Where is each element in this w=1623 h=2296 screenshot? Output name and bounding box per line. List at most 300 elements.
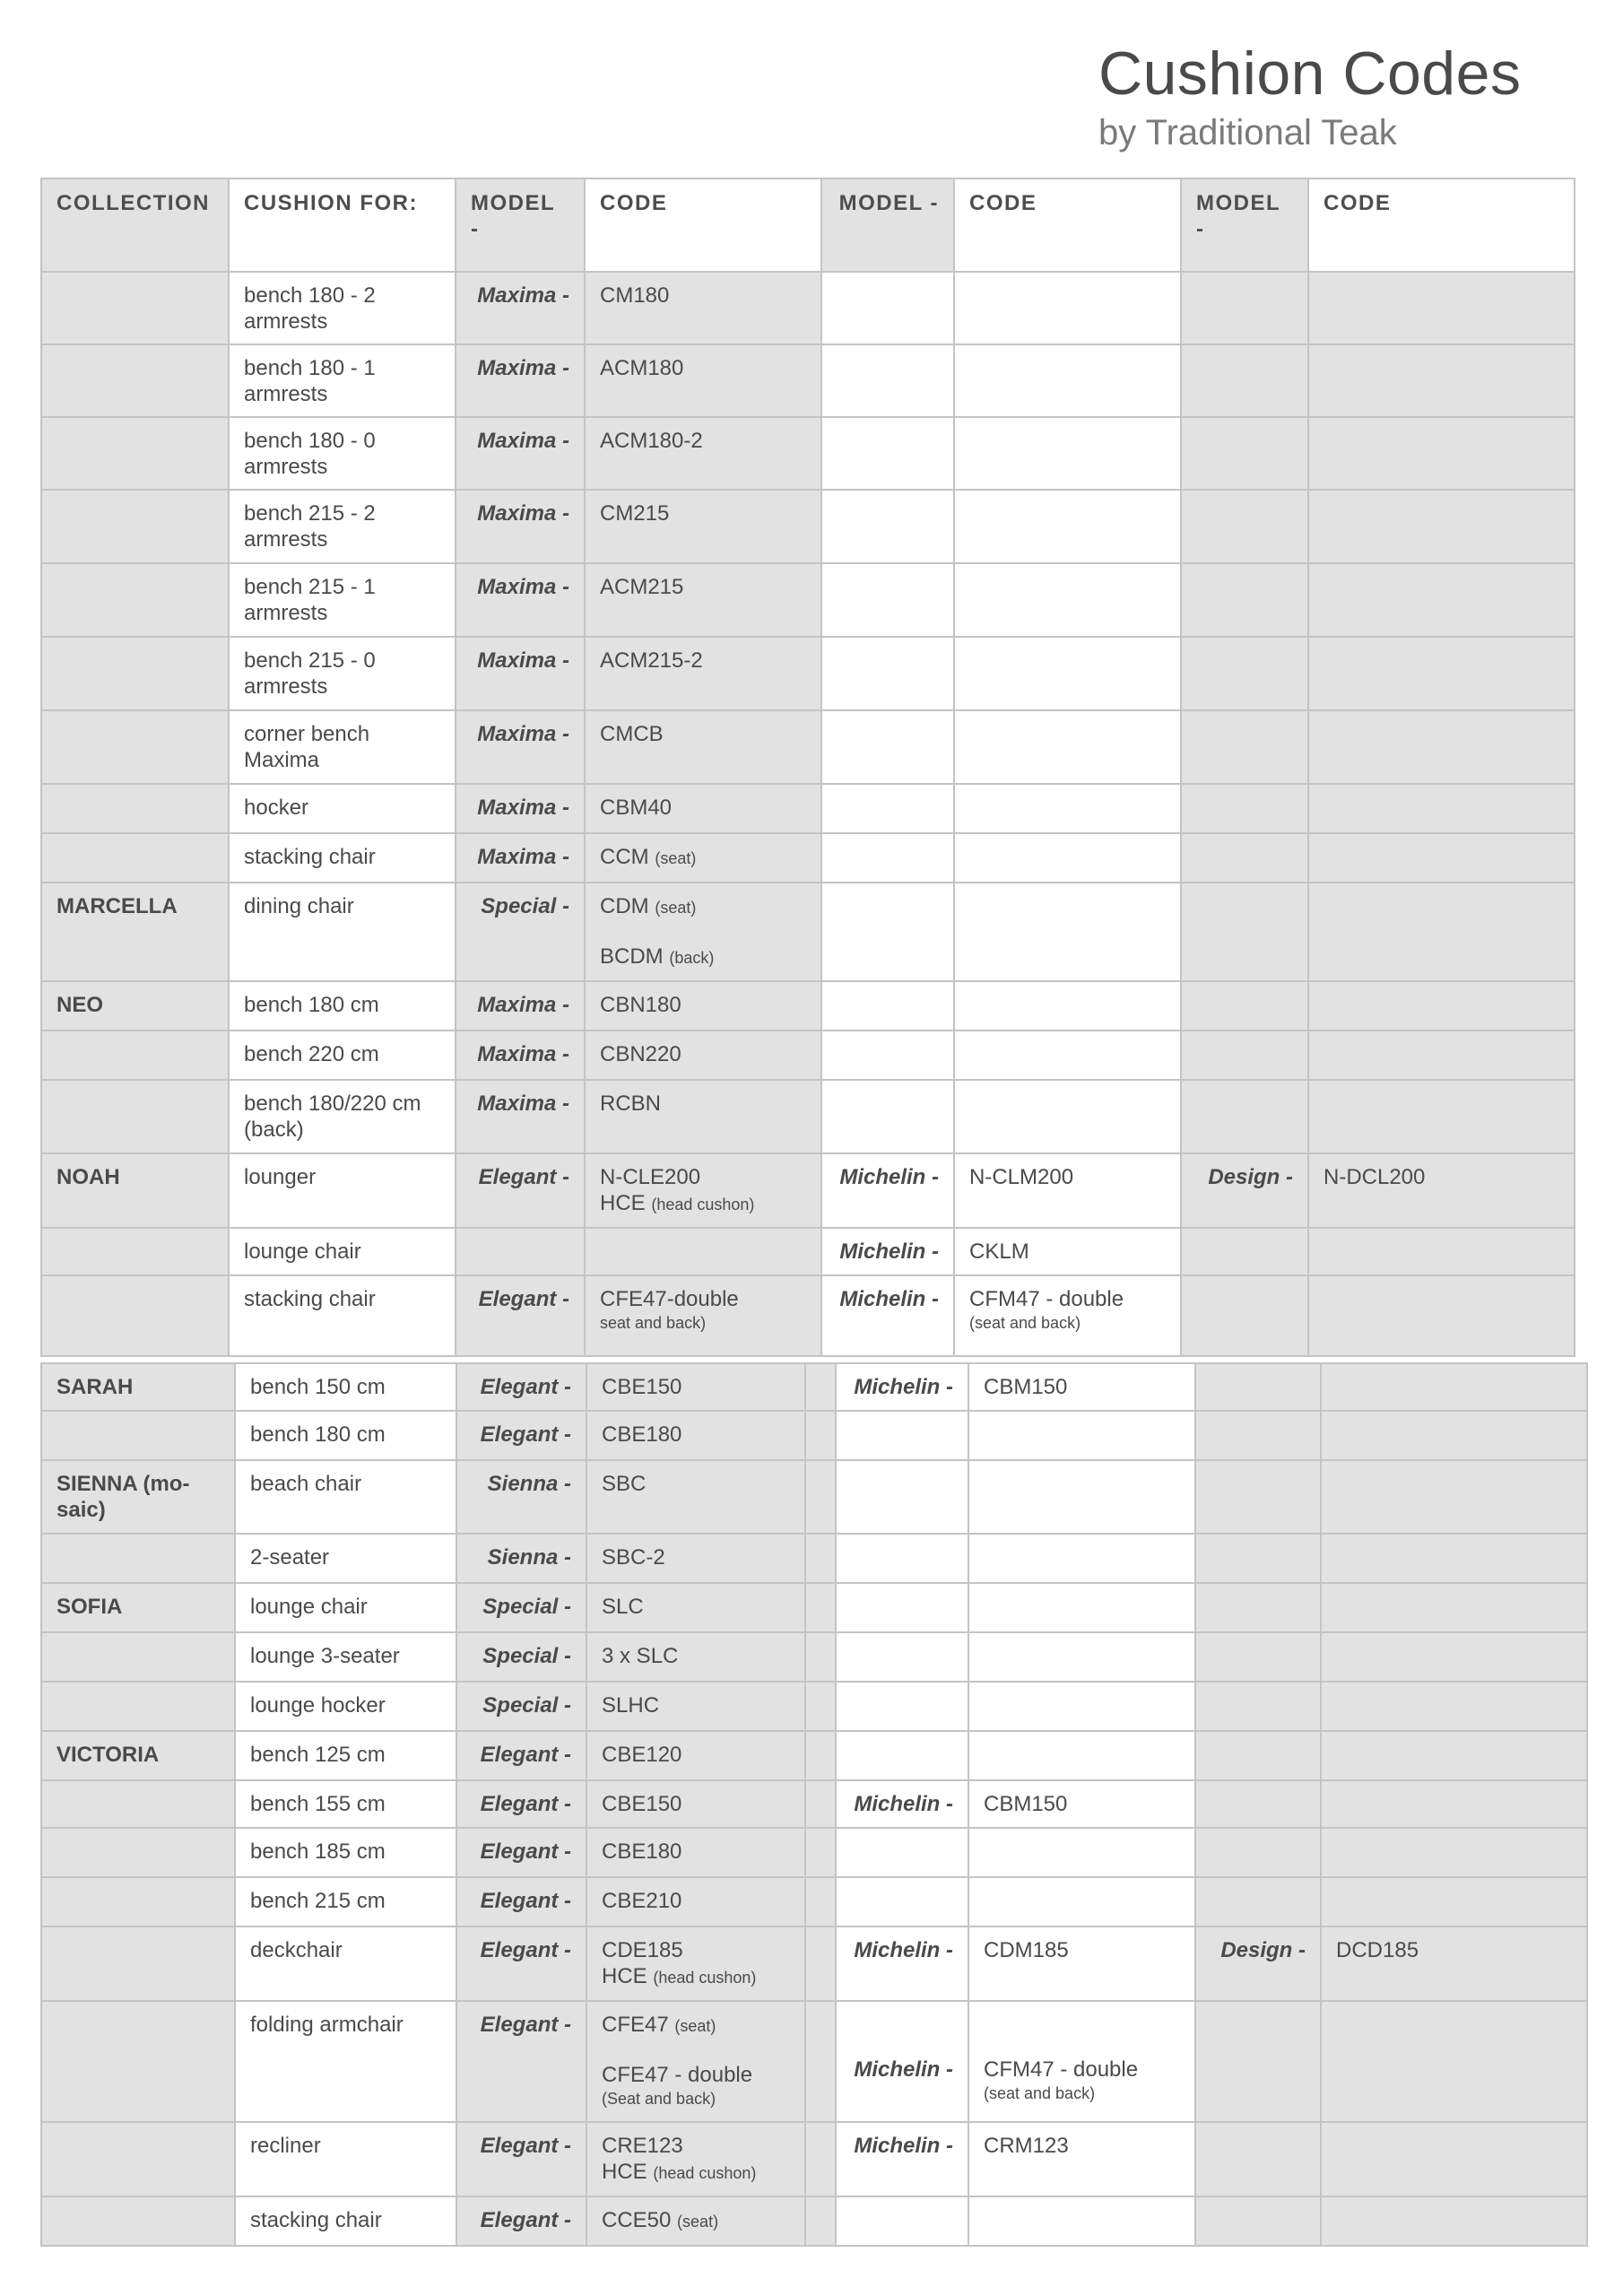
model-2-cell — [821, 1228, 954, 1275]
code-3-cell — [1321, 2122, 1587, 2196]
collection-cell — [41, 981, 229, 1031]
model-2-cell — [836, 1828, 968, 1877]
spacer — [984, 2012, 1180, 2034]
code-1-cell — [586, 1632, 805, 1682]
cushion-for-cell — [235, 2122, 456, 2196]
model-name: Michelin - — [854, 1375, 953, 1399]
code-value: CM215 — [600, 501, 670, 526]
cushion-for-cell — [229, 1153, 456, 1228]
code-2-cell — [954, 1153, 1181, 1228]
spacer-cell — [805, 1534, 836, 1583]
cushion-for: bench 155 cm — [250, 1792, 386, 1816]
model-3-cell — [1195, 1828, 1321, 1877]
table-row — [41, 1153, 1575, 1228]
code-3-cell — [1308, 1080, 1575, 1153]
model-1-cell — [456, 1828, 586, 1877]
model-2-cell — [836, 1731, 968, 1780]
code-value: CBN220 — [600, 1042, 681, 1066]
cushion-for-cell — [229, 883, 456, 981]
code-1-cell — [586, 1926, 805, 2001]
code-value: CRM123 — [984, 2134, 1069, 2158]
code-value: CBM150 — [984, 1375, 1068, 1399]
code-3-cell — [1308, 344, 1575, 417]
code-value: DCD185 — [1336, 1938, 1419, 1962]
model-name: Special - — [482, 1693, 571, 1718]
spacer-cell — [805, 1460, 836, 1534]
model-name: Maxima - — [477, 1042, 569, 1066]
model-2-cell — [821, 1275, 954, 1356]
spacer — [851, 2034, 953, 2057]
model-2-cell — [836, 1926, 968, 2001]
cushion-for: stacking chair — [244, 1287, 376, 1311]
collection-cell — [41, 1460, 235, 1534]
code-value: CCM — [600, 845, 649, 869]
model-name: Maxima - — [477, 993, 569, 1017]
collection-cell — [41, 1731, 235, 1780]
spacer-cell — [805, 1731, 836, 1780]
model-name: Michelin - — [839, 1287, 939, 1311]
model-3-cell — [1195, 1877, 1321, 1926]
code-2-cell — [968, 1877, 1195, 1926]
model-name: Special - — [482, 1644, 571, 1668]
cushion-for: bench 185 cm — [250, 1839, 386, 1864]
model-3-cell — [1195, 1926, 1321, 2001]
code-2-cell — [954, 784, 1181, 833]
code-3-cell — [1308, 981, 1575, 1031]
code-value: CDM — [600, 894, 649, 918]
model-name: Elegant - — [480, 1792, 571, 1816]
code-subnote: (Seat and back) — [602, 2090, 716, 2108]
code-3-cell — [1308, 1153, 1575, 1228]
code-3-cell — [1321, 1460, 1587, 1534]
cushion-for: bench 180 - 2 armrests — [244, 283, 376, 334]
cushion-for: bench 180 cm — [244, 993, 379, 1017]
table-row — [41, 1877, 1587, 1926]
model-1-cell — [456, 1031, 585, 1080]
code-2-cell — [954, 833, 1181, 883]
model-1-cell — [456, 1228, 585, 1275]
model-name: Michelin - — [839, 1165, 939, 1189]
model-name: Special - — [482, 1595, 571, 1619]
cushion-for-cell — [229, 1228, 456, 1275]
code-3-cell — [1308, 833, 1575, 883]
code-3-cell — [1321, 1363, 1587, 1411]
table-row — [41, 1080, 1575, 1153]
table-row — [41, 1632, 1587, 1682]
spacer-cell — [805, 1877, 836, 1926]
model-1-cell — [456, 1731, 586, 1780]
code-2-cell — [968, 1731, 1195, 1780]
code-value: ACM215 — [600, 575, 684, 599]
cushion-table-lower — [40, 1362, 1588, 2247]
header-model-1: MODEL - — [456, 178, 585, 272]
collection-cell — [41, 563, 229, 637]
code-2-cell — [954, 490, 1181, 563]
model-name: Maxima - — [477, 429, 569, 453]
code-2-cell — [954, 1228, 1181, 1275]
model-2-cell — [821, 272, 954, 344]
cushion-for: dining chair — [244, 894, 354, 918]
model-name: Elegant - — [480, 1839, 571, 1864]
header-model-3: MODEL - — [1181, 178, 1308, 272]
code-value: CCE50 — [602, 2208, 672, 2232]
cushion-for-cell — [229, 637, 456, 710]
code-value: SLC — [602, 1595, 644, 1619]
model-name: Michelin - — [854, 2057, 953, 2082]
spacer-cell — [805, 1583, 836, 1632]
model-name: Michelin - — [854, 2134, 953, 2158]
table-row — [41, 2122, 1587, 2196]
spacer — [602, 2039, 790, 2062]
code-3-cell — [1321, 1534, 1587, 1583]
model-name: Elegant - — [480, 1422, 571, 1447]
table-row — [41, 981, 1575, 1031]
collection-cell — [41, 2001, 235, 2122]
code-2-cell — [954, 1080, 1181, 1153]
code-value: CBM40 — [600, 796, 673, 820]
cushion-for: bench 180/220 cm (back) — [244, 1091, 421, 1142]
code-2-cell — [968, 1460, 1195, 1534]
model-name: Maxima - — [477, 845, 569, 869]
table-row — [41, 784, 1575, 833]
collection-cell — [41, 2196, 235, 2246]
code-2-cell — [954, 1275, 1181, 1356]
model-3-cell — [1181, 490, 1308, 563]
cushion-for-cell — [235, 1780, 456, 1828]
cushion-for-cell — [235, 1363, 456, 1411]
model-name: Maxima - — [477, 575, 569, 599]
cushion-for: lounge chair — [250, 1595, 368, 1619]
table-row — [41, 1583, 1587, 1632]
model-name: Elegant - — [480, 2208, 571, 2232]
code-note: (seat) — [677, 2213, 719, 2231]
model-name: Elegant - — [480, 1375, 571, 1399]
model-1-cell — [456, 2001, 586, 2122]
code-3-cell — [1308, 637, 1575, 710]
cushion-for-cell — [235, 1682, 456, 1731]
model-name: Michelin - — [854, 1938, 953, 1962]
collection-cell — [41, 1228, 229, 1275]
cushion-for-cell — [235, 2001, 456, 2122]
model-name: Design - — [1208, 1165, 1293, 1189]
cushion-for-cell — [235, 1411, 456, 1460]
collection-cell — [41, 1583, 235, 1632]
model-1-cell — [456, 272, 585, 344]
code-1-cell — [586, 2001, 805, 2122]
table-row — [41, 833, 1575, 883]
page-subtitle: by Traditional Teak — [1098, 113, 1397, 152]
model-name: Elegant - — [478, 1165, 569, 1189]
code-subnote: (seat and back) — [984, 2084, 1096, 2102]
code-1-cell — [586, 1682, 805, 1731]
model-2-cell — [821, 417, 954, 490]
cushion-for-cell — [229, 563, 456, 637]
code-1-cell — [585, 1031, 821, 1080]
code-2-cell — [968, 1632, 1195, 1682]
spacer-cell — [805, 1926, 836, 2001]
code-3-cell — [1308, 1275, 1575, 1356]
code-subnote: seat and back) — [600, 1314, 707, 1332]
model-3-cell — [1181, 1153, 1308, 1228]
code-1-cell — [586, 2122, 805, 2196]
model-3-cell — [1181, 833, 1308, 883]
collection-cell — [41, 1080, 229, 1153]
code-1-cell — [585, 637, 821, 710]
code-value: CKLM — [969, 1239, 1029, 1264]
table-row — [41, 1275, 1575, 1356]
model-1-cell — [456, 1926, 586, 2001]
code-value: SLHC — [602, 1693, 660, 1718]
spacer-cell — [805, 2122, 836, 2196]
model-3-cell — [1181, 710, 1308, 784]
code-1-cell — [585, 563, 821, 637]
model-1-cell — [456, 1534, 586, 1583]
table-row — [41, 1228, 1575, 1275]
code-value: CBE180 — [602, 1422, 682, 1447]
model-2-cell — [836, 1363, 968, 1411]
model-1-cell — [456, 1460, 586, 1534]
code-1-cell — [585, 490, 821, 563]
code-value: CDE185 — [602, 1938, 683, 1962]
collection-name: SOFIA — [56, 1595, 123, 1619]
code-note: (seat) — [674, 2017, 716, 2035]
code-1-cell — [585, 1080, 821, 1153]
code-2-cell — [954, 637, 1181, 710]
collection-name: NOAH — [56, 1165, 120, 1189]
code-value: N-CLE200 — [600, 1165, 701, 1189]
model-2-cell — [836, 2122, 968, 2196]
model-2-cell — [821, 1031, 954, 1080]
table-row — [41, 490, 1575, 563]
table-row — [41, 563, 1575, 637]
model-2-cell — [836, 1583, 968, 1632]
model-1-cell — [456, 2122, 586, 2196]
table-row — [41, 1534, 1587, 1583]
model-name: Design - — [1220, 1938, 1306, 1962]
model-3-cell — [1181, 563, 1308, 637]
code-1-cell — [586, 2196, 805, 2246]
collection-cell — [41, 784, 229, 833]
table-row — [41, 637, 1575, 710]
collection-cell — [41, 637, 229, 710]
model-3-cell — [1181, 883, 1308, 981]
model-name: Maxima - — [477, 722, 569, 746]
collection-cell — [41, 1275, 229, 1356]
model-1-cell — [456, 883, 585, 981]
model-3-cell — [1181, 784, 1308, 833]
code-3-cell — [1308, 1031, 1575, 1080]
model-3-cell — [1195, 2122, 1321, 2196]
cushion-for-cell — [229, 833, 456, 883]
model-3-cell — [1181, 272, 1308, 344]
code-value: CFE47-double — [600, 1287, 739, 1311]
code-value: CBE120 — [602, 1743, 682, 1767]
model-2-cell — [836, 1780, 968, 1828]
code-value: SBC-2 — [602, 1545, 665, 1570]
code-2-cell — [968, 1583, 1195, 1632]
code-1-cell — [585, 1275, 821, 1356]
code-1-cell — [586, 1780, 805, 1828]
collection-cell — [41, 1926, 235, 2001]
code-1-cell — [585, 344, 821, 417]
spacer-cell — [805, 1682, 836, 1731]
model-3-cell — [1195, 1363, 1321, 1411]
model-name: Maxima - — [477, 501, 569, 526]
code-1-cell — [585, 784, 821, 833]
code-value: N-CLM200 — [969, 1165, 1074, 1189]
cushion-table-upper — [40, 178, 1575, 1357]
model-3-cell — [1181, 1228, 1308, 1275]
collection-cell — [41, 344, 229, 417]
code-value: ACM180-2 — [600, 429, 703, 453]
cushion-for: bench 180 cm — [250, 1422, 386, 1447]
code-3-cell — [1321, 1877, 1587, 1926]
cushion-for-cell — [229, 784, 456, 833]
header-cushion-for: CUSHION FOR: — [229, 178, 456, 272]
table-row — [41, 1828, 1587, 1877]
cushion-for-cell — [229, 981, 456, 1031]
model-name: Maxima - — [477, 648, 569, 673]
header-row — [41, 178, 1575, 272]
model-1-cell — [456, 1275, 585, 1356]
model-1-cell — [456, 833, 585, 883]
code-value: 3 x SLC — [602, 1644, 679, 1668]
cushion-for: lounge hocker — [250, 1693, 386, 1718]
model-3-cell — [1181, 981, 1308, 1031]
model-1-cell — [456, 417, 585, 490]
model-3-cell — [1195, 1583, 1321, 1632]
code-3-cell — [1321, 1411, 1587, 1460]
table-row — [41, 1926, 1587, 2001]
code-subnote: (seat and back) — [969, 1314, 1081, 1332]
cushion-for: hocker — [244, 796, 309, 820]
cushion-for-cell — [235, 1534, 456, 1583]
spacer — [851, 2012, 953, 2034]
code-value-secondary: HCE — [602, 2160, 647, 2184]
table-row — [41, 1363, 1587, 1411]
model-3-cell — [1195, 1682, 1321, 1731]
code-value: CFM47 - double — [984, 2057, 1139, 2082]
table-row — [41, 1731, 1587, 1780]
cushion-for: bench 215 - 1 armrests — [244, 575, 376, 625]
code-2-cell — [954, 1031, 1181, 1080]
spacer-cell — [805, 1632, 836, 1682]
code-1-cell — [585, 710, 821, 784]
spacer-cell — [805, 2001, 836, 2122]
model-2-cell — [821, 784, 954, 833]
code-3-cell — [1321, 1632, 1587, 1682]
model-1-cell — [456, 637, 585, 710]
code-1-cell — [585, 833, 821, 883]
cushion-for-cell — [229, 710, 456, 784]
cushion-for: bench 180 - 1 armrests — [244, 356, 376, 406]
code-3-cell — [1321, 1926, 1587, 2001]
model-name: Sienna - — [487, 1545, 571, 1570]
code-3-cell — [1308, 784, 1575, 833]
model-2-cell — [821, 883, 954, 981]
code-1-cell — [585, 883, 821, 981]
model-3-cell — [1195, 2196, 1321, 2246]
model-2-cell — [821, 1153, 954, 1228]
header-model-2: MODEL - — [821, 178, 954, 272]
header-code-2: CODE — [954, 178, 1181, 272]
code-2-cell — [954, 563, 1181, 637]
code-value-secondary: BCDM — [600, 944, 664, 969]
model-name: Elegant - — [480, 2013, 571, 2037]
model-1-cell — [456, 1877, 586, 1926]
model-1-cell — [456, 1363, 586, 1411]
title-block — [1098, 39, 1522, 152]
table-row — [41, 883, 1575, 981]
code-value-secondary: HCE — [600, 1191, 646, 1215]
cushion-for: bench 215 - 2 armrests — [244, 501, 376, 552]
code-3-cell — [1321, 1731, 1587, 1780]
model-3-cell — [1181, 1080, 1308, 1153]
code-value: CM180 — [600, 283, 670, 308]
code-3-cell — [1308, 272, 1575, 344]
table-row — [41, 710, 1575, 784]
cushion-for-cell — [235, 2196, 456, 2246]
code-3-cell — [1321, 1583, 1587, 1632]
code-3-cell — [1308, 417, 1575, 490]
code-1-cell — [586, 1828, 805, 1877]
model-1-cell — [456, 344, 585, 417]
model-1-cell — [456, 563, 585, 637]
code-value: CMCB — [600, 722, 664, 746]
collection-cell — [41, 1828, 235, 1877]
model-2-cell — [836, 1877, 968, 1926]
cushion-for: 2-seater — [250, 1545, 330, 1570]
cushion-for: lounge chair — [244, 1239, 361, 1264]
spacer-cell — [805, 1363, 836, 1411]
model-1-cell — [456, 1632, 586, 1682]
model-3-cell — [1195, 1731, 1321, 1780]
code-3-cell — [1308, 490, 1575, 563]
spacer-cell — [805, 1411, 836, 1460]
model-name: Maxima - — [477, 356, 569, 380]
table-row — [41, 1682, 1587, 1731]
code-note: (back) — [669, 949, 715, 967]
model-2-cell — [821, 563, 954, 637]
cushion-for: bench 125 cm — [250, 1743, 386, 1767]
code-2-cell — [968, 1411, 1195, 1460]
collection-cell — [41, 1780, 235, 1828]
model-3-cell — [1181, 417, 1308, 490]
model-1-cell — [456, 1080, 585, 1153]
model-1-cell — [456, 1583, 586, 1632]
code-1-cell — [586, 1583, 805, 1632]
code-1-cell — [586, 1460, 805, 1534]
model-3-cell — [1195, 1632, 1321, 1682]
model-3-cell — [1181, 1275, 1308, 1356]
collection-cell — [41, 883, 229, 981]
table-row — [41, 1031, 1575, 1080]
model-2-cell — [836, 2001, 968, 2122]
code-2-cell — [968, 2001, 1195, 2122]
code-value: CBE150 — [602, 1792, 682, 1816]
code-note: (head cushon) — [653, 2164, 757, 2182]
collection-name: NEO — [56, 993, 104, 1017]
header-code-1: CODE — [585, 178, 821, 272]
model-2-cell — [821, 1080, 954, 1153]
code-2-cell — [954, 344, 1181, 417]
code-2-cell — [968, 1682, 1195, 1731]
code-value: SBC — [602, 1472, 647, 1496]
code-value: CDM185 — [984, 1938, 1069, 1962]
collection-name: VICTORIA — [56, 1743, 160, 1767]
code-1-cell — [586, 1534, 805, 1583]
cushion-for-cell — [229, 1031, 456, 1080]
